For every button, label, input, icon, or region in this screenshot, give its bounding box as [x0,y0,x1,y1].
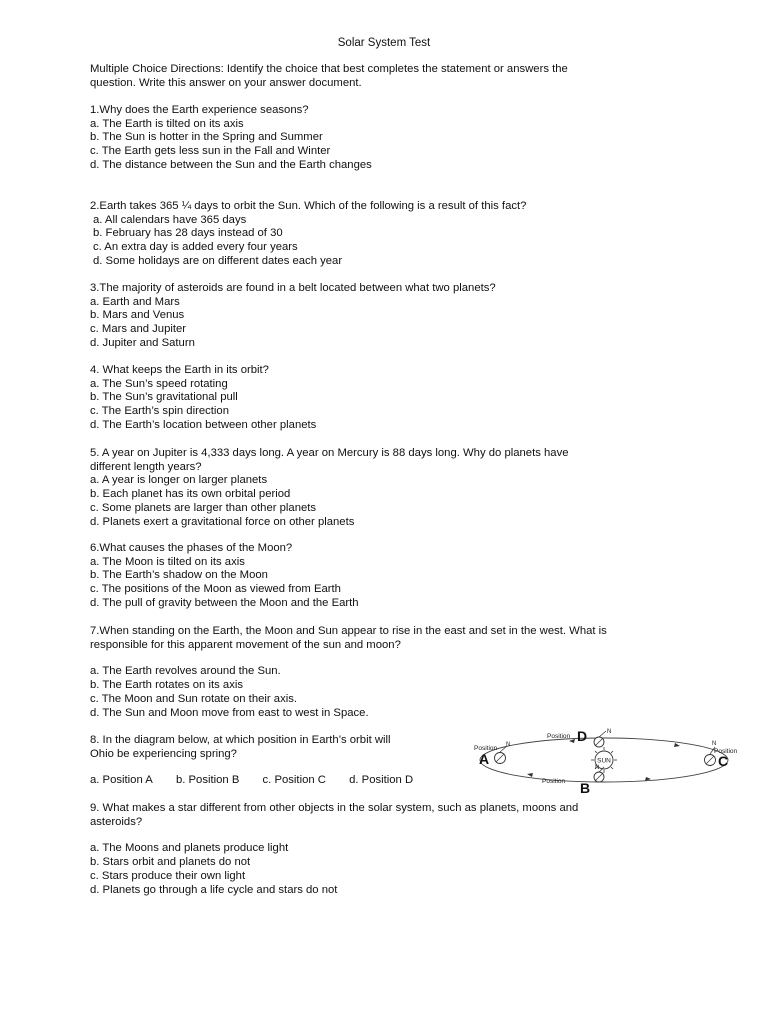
question-stem: 9. What makes a star different from other objects in the solar system, such as planets, moons and [90,802,579,814]
answer-option: b. Each planet has its own orbital period [90,488,291,501]
question-stem: responsible for this apparent movement of the sun and moon? [90,638,401,651]
answer-option: a. The Moon is tilted on its axis [90,555,245,568]
answer-option: c. The Earth gets less sun in the Fall and Winter [90,145,331,158]
answer-option: d. Position D [349,774,414,787]
position-word: Position [542,778,566,785]
north-label: N [506,742,511,748]
question-3 [90,282,650,351]
position-letter-b: B [580,780,591,796]
question-stem: 6.What causes the phases of the Moon? [90,542,293,554]
earth-position-c [705,741,738,769]
answer-option: c. Some planets are larger than other planets [90,501,317,514]
answer-option: c. Position C [262,774,326,787]
answer-option: b. The Sun’s gravitational pull [90,391,238,404]
answer-option: a. The Earth revolves around the Sun. [90,665,281,678]
position-letter-a: A [479,751,490,767]
earth-position-b [542,765,604,796]
question-9 [90,802,650,897]
answer-option: c. The positions of the Moon as viewed from Earth [90,583,341,596]
answer-option: a. The Moons and planets produce light [90,842,289,855]
answer-option: b. February has 28 days instead of 30 [93,227,283,240]
question-stem: 2.Earth takes 365 ¼ days to orbit the Sun. Which of the following is a result of this fact? [90,200,527,212]
question-4 [90,364,650,433]
question-stem: 5. A year on Jupiter is 4,333 days long. A year on Mercury is 88 days long. Why do planets have [90,447,569,459]
answer-option: c. An extra day is added every four years [93,241,298,254]
answer-option: a. A year is longer on larger planets [90,474,268,487]
directions [90,63,650,90]
answer-option: d. Some holidays are on different dates each year [93,254,343,267]
question-stem: asteroids? [90,815,143,828]
directions-line: question. Write this answer on your answer document. [90,76,362,89]
answer-option: a. All calendars have 365 days [93,213,247,226]
answer-option: b. Stars orbit and planets do not [90,856,251,869]
question-5 [90,447,650,529]
answer-option: a. Earth and Mars [90,295,180,308]
answer-option: b. The Earth rotates on its axis [90,679,244,692]
answer-option: a. The Sun’s speed rotating [90,377,228,390]
answer-option: b. Position B [175,774,240,787]
earth-position-d [547,728,611,747]
answer-option: d. The distance between the Sun and the Earth changes [90,158,372,171]
question-stem: 3.The majority of asteroids are found in a belt located between what two planets? [90,282,496,294]
answer-option: b. Mars and Venus [90,309,185,322]
question-stem: 1.Why does the Earth experience seasons? [90,104,309,116]
answer-option: c. The Moon and Sun rotate on their axis. [90,692,298,705]
answer-option: a. The Earth is tilted on its axis [90,117,244,130]
position-word: Position [714,748,738,755]
north-label: N [712,741,717,747]
question-stem: 8. In the diagram below, at which position in Earth’s orbit will [90,734,391,746]
answer-option: c. Mars and Jupiter [90,323,187,336]
position-letter-c: C [718,753,729,769]
question-1 [90,104,650,173]
answer-option: d. The Earth’s location between other planets [90,418,317,431]
earth-position-a [474,742,510,767]
sun-label: SUN [597,757,611,765]
page-title: Solar System Test [337,37,431,49]
north-label: N [595,765,600,771]
answer-option: d. Planets go through a life cycle and stars do not [90,883,338,896]
answer-option: d. The pull of gravity between the Moon and the Earth [90,596,359,609]
north-label: N [607,729,612,735]
question-stem: 4. What keeps the Earth in its orbit? [90,364,269,376]
answer-option: a. Position A [90,774,153,787]
answer-option: d. Planets exert a gravitational force on other planets [90,515,355,528]
answer-options-row [90,774,440,788]
question-7 [90,625,650,720]
orbit-diagram [470,726,742,798]
question-stem: different length years? [90,460,202,473]
answer-option: c. The Earth’s spin direction [90,405,229,418]
answer-option: d. Jupiter and Saturn [90,336,195,349]
answer-option: b. The Sun is hotter in the Spring and Summer [90,131,323,144]
question-2 [90,200,650,269]
answer-option: d. The Sun and Moon move from east to west in Space. [90,706,369,719]
position-letter-d: D [577,728,588,744]
question-6 [90,542,650,611]
position-word: Position [474,745,498,752]
question-stem: 7.When standing on the Earth, the Moon and Sun appear to rise in the east and set in the west. What is [90,625,607,637]
directions-line: Multiple Choice Directions: Identify the choice that best completes the statement or answers the [90,63,568,75]
answer-option: b. The Earth’s shadow on the Moon [90,569,268,582]
position-word: Position [547,733,571,740]
orbit-arrow-icon [674,743,680,747]
answer-option: c. Stars produce their own light [90,869,246,882]
question-stem: Ohio be experiencing spring? [90,747,237,760]
orbit-arrow-icon [527,773,533,777]
question-8 [90,734,440,788]
